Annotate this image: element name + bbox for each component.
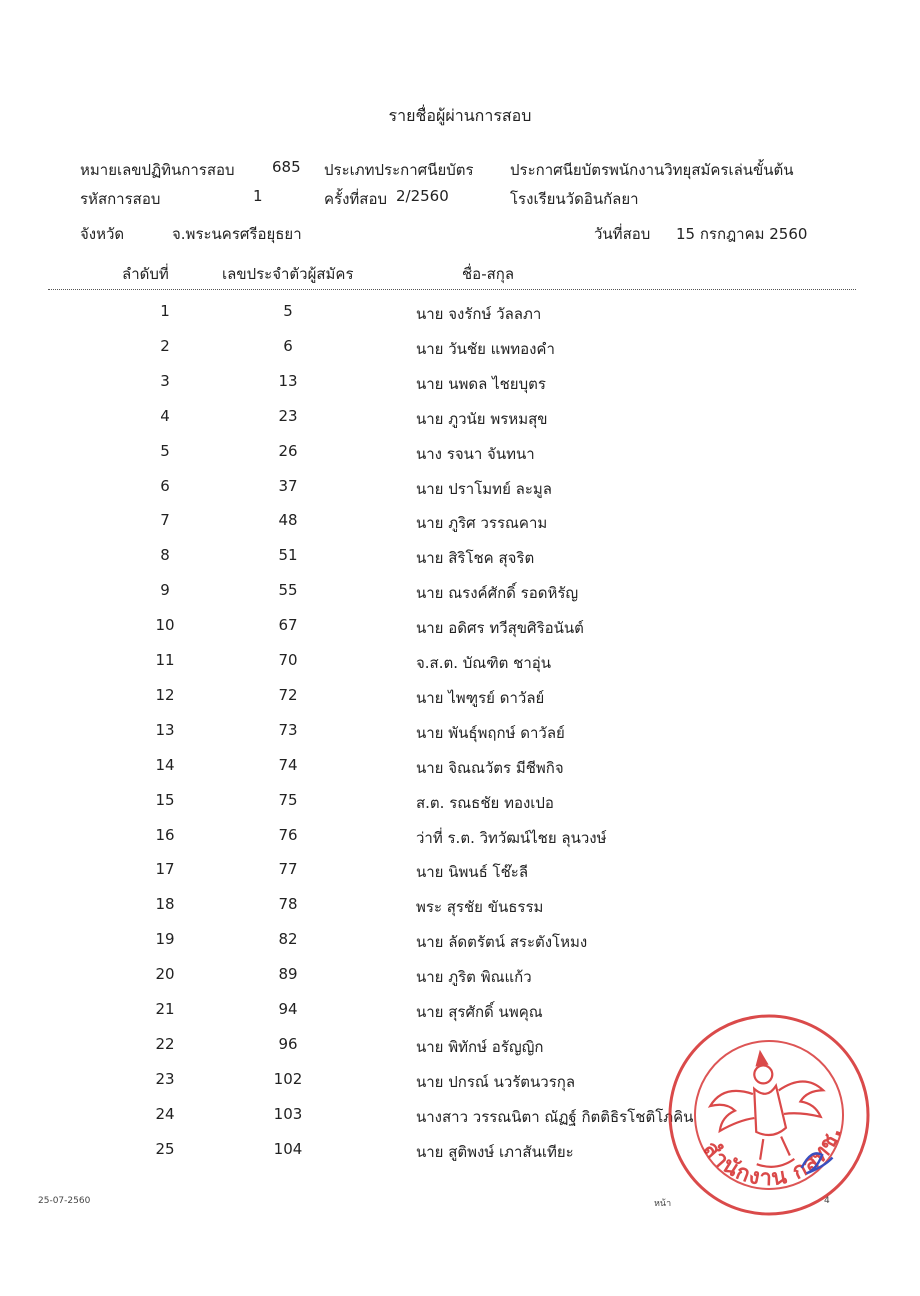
applicant-id: 23 [278,406,298,425]
row-number: 1 [160,302,170,320]
table-row [0,860,920,894]
row-number: 14 [155,755,175,774]
table-row [0,686,920,720]
table-row [0,826,920,860]
applicant-id: 6 [283,336,293,355]
footer-date: 25-07-2560 [38,1196,91,1206]
footer-page-number: 4 [824,1196,830,1206]
table-row [0,651,920,685]
cert-type-label: ประเภทประกาศนียบัตร [324,161,474,179]
applicant-name: นาย ลัดตรัตน์ สระตังโหมง [416,933,588,952]
applicant-id: 94 [278,1000,298,1018]
office-seal-stamp [653,999,886,1232]
table-row [0,895,920,929]
table-row [0,616,920,650]
column-header-applicant-id: เลขประจำตัวผู้สมัคร [222,265,354,283]
applicant-name: นาย จิณณวัตร มีชีพกิจ [416,758,564,777]
permit-label: หมายเลขปฏิทินการสอบ [80,161,235,179]
applicant-name: นาย พิทักษ์ อรัญญิก [416,1037,544,1056]
table-row [0,477,920,511]
row-number: 17 [155,860,175,879]
applicant-name: นาย ภูริต พิณแก้ว [416,968,532,987]
row-number: 4 [160,406,170,425]
cert-type-value: ประกาศนียบัตรพนักงานวิทยุสมัครเล่นขั้นต้น [510,161,794,179]
applicant-id: 73 [278,720,298,739]
applicant-id: 55 [278,581,298,600]
applicant-name: นาย สูติพงษ์ เภาสันเทียะ [416,1142,574,1161]
province-value: จ.พระนครศรีอยุธยา [172,225,302,243]
applicant-name: นาย อดิศร ทวีสุขศิริอนันต์ [416,619,584,638]
column-header-name: ชื่อ-สกุล [462,265,515,283]
applicant-id: 72 [278,685,298,704]
applicant-id: 75 [278,790,298,809]
row-number: 9 [160,581,170,600]
applicant-id: 76 [278,825,298,844]
footer-page-label: หน้า [654,1199,672,1209]
table-row [0,791,920,825]
applicant-name: นาย นพดล ไชยบุตร [416,374,546,393]
row-number: 25 [155,1139,175,1158]
applicant-name: จ.ส.ต. บัณฑิต ชาอุ่น [416,654,552,672]
applicant-name: นาย สุรศักดิ์ นพคุณ [416,1003,543,1021]
applicant-name: นาย ภูริศ วรรณคาม [416,514,548,533]
applicant-id: 5 [283,302,293,320]
row-number: 16 [155,825,175,844]
table-row [0,302,920,336]
applicant-id: 13 [278,371,298,390]
applicant-id: 37 [278,476,298,495]
table-row [0,546,920,580]
applicant-name: นาย สิริโชค สุจริต [416,549,535,568]
row-number: 8 [160,546,170,565]
exam-date-value: 15 กรกฎาคม 2560 [676,225,808,243]
table-row [0,511,920,545]
table-row [0,756,920,790]
table-row [0,965,920,999]
applicant-name: ว่าที่ ร.ต. วิทวัฒน์ไชย ลุนวงษ์ [416,828,607,847]
applicant-name: นาย ปราโมทย์ ละมูล [416,479,552,498]
table-row [0,372,920,406]
exam-date-label: วันที่สอบ [594,225,651,243]
document-title: รายชื่อผู้ผ่านการสอบ [388,106,532,125]
row-number: 3 [160,371,170,390]
province-label: จังหวัด [80,225,125,243]
applicant-id: 48 [278,511,298,530]
exam-code-value: 1 [253,187,263,205]
row-number: 15 [155,790,175,809]
applicant-id: 67 [278,616,298,635]
applicant-id: 96 [278,1034,298,1053]
session-label: ครั้งที่สอบ [324,190,387,208]
applicant-id: 89 [278,965,298,984]
column-header-number: ลำดับที่ [122,265,169,283]
applicant-id: 77 [278,860,298,879]
row-number: 11 [155,651,175,669]
row-number: 21 [155,1000,175,1018]
applicant-id: 74 [278,755,298,774]
applicant-id: 82 [278,930,298,949]
row-number: 6 [160,476,170,495]
applicant-id: 51 [278,546,298,565]
table-row [0,337,920,371]
applicant-name: ส.ต. รณธชัย ทองเปอ [416,793,554,812]
venue: โรงเรียนวัดอินกัลยา [510,190,639,208]
row-number: 19 [155,930,175,949]
applicant-id: 70 [278,651,298,669]
applicant-name: นางสาว วรรณนิตา ณัฏฐ์ กิตติธิรโชติโภคิน [416,1107,694,1126]
applicant-name: นาย นิพนธ์ โช๊ะลี [416,863,529,882]
applicant-name: นาย ภูวนัย พรหมสุข [416,409,548,428]
row-number: 13 [155,720,175,739]
row-number: 12 [155,685,175,704]
row-number: 23 [155,1069,175,1088]
applicant-name: นาย วันชัย แพทองคำ [416,339,555,358]
applicant-name: พระ สุรชัย ขันธรรม [416,898,544,917]
permit-value: 685 [272,158,301,176]
table-row [0,581,920,615]
applicant-id: 78 [278,895,298,914]
table-row [0,442,920,476]
table-row [0,407,920,441]
applicant-name: นาย จงรักษ์ วัลลภา [416,305,542,323]
applicant-name: นาย ไพฑูรย์ ดาวัลย์ [416,688,545,707]
stamp-text: สำนักงาน กสทช. [697,1122,848,1192]
row-number: 20 [155,965,175,984]
table-row [0,721,920,755]
row-number: 2 [160,336,170,355]
applicant-name: นาง รจนา จันทนา [416,444,535,463]
applicant-name: นาย ปกรณ์ นวรัตนวรกุล [416,1072,576,1091]
row-number: 24 [155,1104,175,1123]
row-number: 5 [160,441,170,460]
row-number: 18 [155,895,175,914]
applicant-name: นาย ณรงค์ศักดิ์ รอดหิรัญ [416,584,579,603]
applicant-id: 26 [278,441,298,460]
applicant-id: 102 [273,1069,303,1088]
row-number: 10 [155,616,175,635]
applicant-id: 103 [273,1104,303,1123]
exam-code-label: รหัสการสอบ [80,190,161,208]
applicant-id: 104 [273,1139,303,1158]
table-row [0,930,920,964]
applicant-name: นาย พันธุ์พฤกษ์ ดาวัลย์ [416,723,565,742]
row-number: 7 [160,511,170,530]
session-value: 2/2560 [396,187,449,205]
row-number: 22 [155,1034,175,1053]
header-divider [48,289,856,290]
